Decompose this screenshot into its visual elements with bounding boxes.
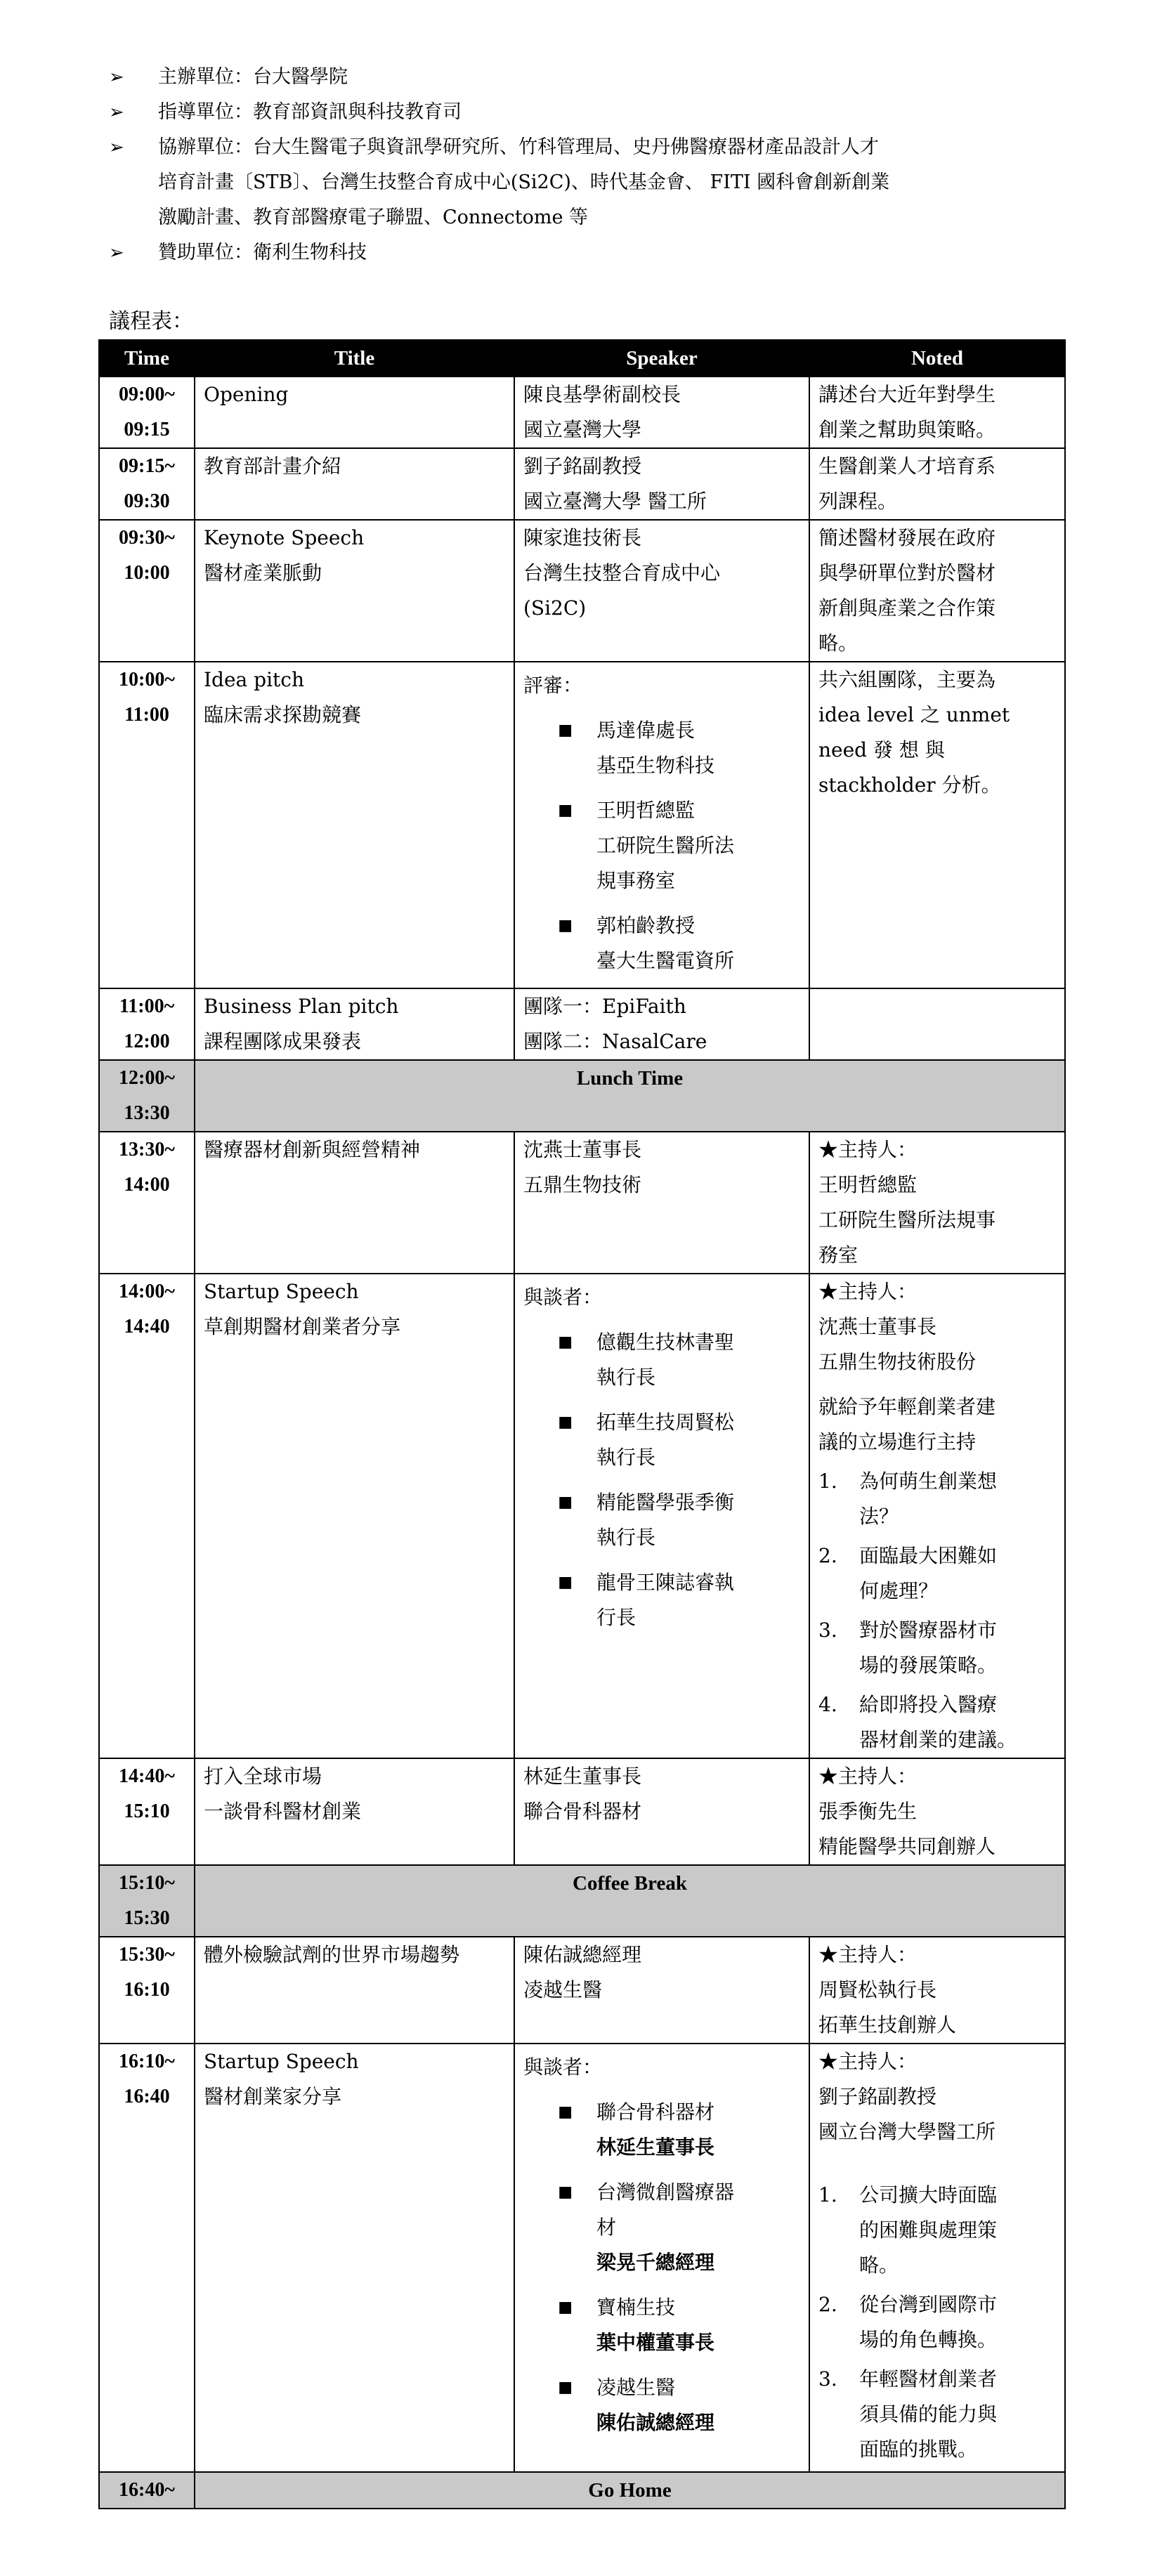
speaker-cell (514, 988, 809, 1060)
noted-line: 國立台灣大學醫工所 (818, 2120, 996, 2143)
noted-list-item (818, 1464, 1056, 1534)
time-line: 16:40~ (119, 2479, 175, 2501)
speaker-item-text (596, 713, 800, 783)
noted-list-item (818, 1687, 1056, 1758)
list-number: 3. (818, 2367, 837, 2391)
title-line: 醫材創業家分享 (204, 2085, 342, 2108)
speaker-item-line: 行長 (596, 1606, 637, 1629)
speaker-company: 材 (596, 2216, 617, 2239)
speaker-company: 台灣微創醫療器 (596, 2181, 735, 2204)
square-bullet-icon: ■ (558, 2379, 573, 2396)
time-cell (99, 2044, 195, 2472)
title-line: 課程團隊成果發表 (204, 1030, 362, 1053)
organizer-line (158, 95, 1092, 130)
title-line: 教育部計畫介紹 (204, 455, 342, 478)
organizer-line: 激勵計畫、教育部醫療電子聯盟、Connectome 等 (158, 207, 589, 228)
time-line: 14:00~ (119, 1281, 175, 1302)
time-line: 15:30 (124, 1907, 170, 1929)
header-title: Title (195, 340, 514, 377)
speaker-item-line: 執行長 (596, 1366, 656, 1389)
organizer-item (109, 60, 1092, 95)
speaker-cell (514, 1132, 809, 1274)
noted-item-text (859, 2178, 1056, 2283)
speaker-line: 陳家進技術長 (523, 526, 642, 549)
noted-list-item (818, 1538, 1056, 1609)
title-cell (195, 1132, 514, 1274)
noted-line: 沈燕士董事長 (818, 1315, 937, 1338)
speaker-item-text (596, 2370, 800, 2440)
noted-line: 張季衡先生 (818, 1800, 918, 1823)
noted-line: 略。 (818, 632, 859, 655)
speaker-cell (514, 1758, 809, 1865)
table-header-row (99, 340, 1065, 377)
noted-line: ★主持人： (818, 1943, 918, 1966)
speaker-label: 評審： (523, 674, 583, 697)
agenda-row (99, 1937, 1065, 2044)
title-line: Startup Speech (204, 2050, 359, 2073)
arrow-bullet-icon: ➢ (109, 137, 124, 158)
agenda-row (99, 988, 1065, 1060)
speaker-item (523, 1565, 800, 1635)
square-bullet-icon: ■ (558, 1574, 573, 1591)
noted-line: 新創與產業之合作策 (818, 596, 996, 620)
header-time: Time (99, 340, 195, 377)
speaker-item-line: 執行長 (596, 1526, 656, 1549)
time-line: 09:15~ (119, 455, 175, 477)
speaker-item-text (596, 2290, 800, 2360)
time-cell (99, 988, 195, 1060)
organizer-item (109, 235, 1092, 270)
noted-item-line: 從台灣到國際市 (859, 2293, 998, 2316)
arrow-bullet-icon: ➢ (109, 67, 124, 88)
speaker-line: 五鼎生物技術 (523, 1173, 642, 1196)
time-line: 09:30 (124, 490, 170, 512)
noted-list-item (818, 2362, 1056, 2467)
noted-cell (809, 1132, 1065, 1274)
noted-item-line: 須具備的能力與 (859, 2402, 998, 2426)
speaker-person: 林延生董事長 (596, 2136, 715, 2159)
title-cell (195, 662, 514, 988)
noted-cell (809, 988, 1065, 1060)
noted-line: need 發 想 與 (818, 738, 945, 761)
speaker-cell (514, 1937, 809, 2044)
speaker-line: 國立臺灣大學 (523, 418, 642, 441)
organizer-line: 培育計畫〔STB〕、台灣生技整合育成中心(Si2C)、時代基金會、 FITI 國科會創新創業 (158, 171, 890, 193)
time-cell (99, 1274, 195, 1758)
organizer-line (158, 130, 1092, 165)
time-cell (99, 377, 195, 448)
list-number: 1. (818, 1470, 837, 1493)
speaker-item-text (596, 2095, 800, 2165)
speaker-person: 葉中權董事長 (596, 2331, 715, 2354)
title-cell (195, 988, 514, 1060)
speaker-item-line: 馬達偉處長 (596, 719, 696, 742)
speaker-item (523, 713, 800, 783)
organizer-value: 台大醫學院 (253, 66, 348, 88)
speaker-item-line: 基亞生物科技 (596, 754, 715, 777)
list-number: 4. (818, 1693, 837, 1716)
noted-item-line: 面臨的挑戰。 (859, 2438, 978, 2461)
organizer-list (109, 60, 1092, 270)
speaker-item-line: 王明哲總監 (596, 799, 696, 822)
agenda-row (99, 1865, 1065, 1937)
speaker-item-text (596, 1325, 800, 1395)
speaker-person: 陳佑誠總經理 (596, 2411, 715, 2434)
noted-list-item (818, 2178, 1056, 2283)
speaker-item-text (596, 1565, 800, 1635)
noted-item-line: 的困難與處理策 (859, 2218, 998, 2242)
agenda-row (99, 662, 1065, 988)
title-cell (195, 1274, 514, 1758)
square-bullet-icon: ■ (558, 2103, 573, 2121)
title-cell (195, 520, 514, 662)
noted-line: 五鼎生物技術股份 (818, 1350, 977, 1373)
speaker-item-line: 郭柏齡教授 (596, 914, 696, 937)
speaker-line: 聯合骨科器材 (523, 1800, 642, 1823)
organizer-line (158, 60, 1092, 95)
time-line: 16:10~ (119, 2051, 175, 2072)
agenda-row (99, 377, 1065, 448)
list-number: 3. (818, 1619, 837, 1642)
noted-line: 周賢松執行長 (818, 1978, 937, 2001)
noted-item-line: 為何萌生創業想 (859, 1470, 998, 1493)
time-line: 14:00 (124, 1174, 170, 1196)
noted-line: ★主持人： (818, 1765, 918, 1788)
speaker-line: 陳良基學術副校長 (523, 383, 681, 406)
speaker-person: 梁晃千總經理 (596, 2251, 715, 2274)
organizer-item (109, 130, 1092, 235)
noted-cell (809, 520, 1065, 662)
organizer-text (158, 235, 1092, 270)
organizer-item (109, 95, 1092, 130)
speaker-line: 台灣生技整合育成中心 (523, 561, 721, 584)
speaker-line: (Si2C) (523, 596, 587, 620)
noted-item-line: 場的角色轉換。 (859, 2328, 998, 2351)
speaker-item (523, 2095, 800, 2165)
agenda-row (99, 2044, 1065, 2472)
agenda-row (99, 448, 1065, 520)
noted-line: 拓華生技創辦人 (818, 2013, 957, 2036)
noted-line: 與學研單位對於醫材 (818, 561, 996, 584)
list-number: 2. (818, 2293, 837, 2316)
speaker-item-text (596, 1405, 800, 1475)
noted-item-line: 何處理？ (859, 1579, 939, 1602)
speaker-line: 林延生董事長 (523, 1765, 642, 1788)
noted-line: 簡述醫材發展在政府 (818, 526, 996, 549)
agenda-row (99, 2472, 1065, 2509)
title-line: 體外檢驗試劑的世界市場趨勢 (204, 1943, 460, 1966)
noted-item-text (859, 1613, 1056, 1683)
noted-item-line: 器材創業的建議。 (859, 1728, 1017, 1751)
time-cell (99, 1060, 195, 1132)
speaker-cell (514, 1274, 809, 1758)
arrow-bullet-icon: ➢ (109, 102, 124, 123)
time-cell (99, 1865, 195, 1937)
noted-line: ★主持人： (818, 1138, 918, 1161)
time-cell (99, 520, 195, 662)
header-noted: Noted (809, 340, 1065, 377)
speaker-line: 陳佑誠總經理 (523, 1943, 642, 1966)
organizer-value: 衛利生物科技 (253, 242, 367, 263)
title-line: Keynote Speech (204, 526, 365, 549)
time-line: 13:30~ (119, 1139, 175, 1160)
list-number: 1. (818, 2183, 837, 2206)
time-line: 14:40~ (119, 1765, 175, 1787)
organizer-label: 贊助單位： (158, 242, 253, 263)
time-line: 12:00~ (119, 1067, 175, 1089)
noted-item-text (859, 1464, 1056, 1534)
noted-item-text (859, 2287, 1056, 2358)
time-cell (99, 1132, 195, 1274)
title-line: Business Plan pitch (204, 995, 399, 1018)
speaker-cell (514, 2044, 809, 2472)
speaker-item-line: 規事務室 (596, 869, 676, 892)
speaker-line: 劉子銘副教授 (523, 455, 642, 478)
title-cell (195, 2044, 514, 2472)
title-line: Idea pitch (204, 668, 304, 691)
title-line: 臨床需求探勘競賽 (204, 703, 362, 726)
time-line: 14:40 (124, 1316, 170, 1338)
organizer-label: 協辦單位： (158, 136, 253, 158)
break-cell: Coffee Break (195, 1865, 1065, 1937)
noted-cell (809, 448, 1065, 520)
speaker-item (523, 1485, 800, 1555)
title-cell (195, 377, 514, 448)
organizer-label: 指導單位： (158, 101, 253, 123)
speaker-item-line: 億觀生技林書聖 (596, 1331, 735, 1354)
title-line: 醫療器材創新與經營精神 (204, 1138, 421, 1161)
noted-cell (809, 2044, 1065, 2472)
time-line: 09:00~ (119, 384, 175, 405)
speaker-item (523, 793, 800, 898)
speaker-company: 聯合骨科器材 (596, 2100, 715, 2124)
square-bullet-icon: ■ (558, 2183, 573, 2201)
header-speaker: Speaker (514, 340, 809, 377)
title-cell (195, 1937, 514, 2044)
speaker-item-line: 工研院生醫所法 (596, 834, 735, 857)
noted-cell (809, 1937, 1065, 2044)
time-line: 11:00 (124, 704, 169, 726)
speaker-label: 與談者： (523, 2055, 603, 2079)
time-line: 15:10~ (119, 1872, 175, 1894)
agenda-table (98, 339, 1066, 2509)
organizer-text (158, 130, 1092, 235)
time-line: 15:10 (124, 1800, 170, 1822)
noted-item-line: 給即將投入醫療 (859, 1693, 998, 1716)
square-bullet-icon: ■ (558, 1413, 573, 1431)
organizer-value: 台大生醫電子與資訊學研究所、竹科管理局、史丹佛醫療器材產品設計人才 (253, 136, 879, 158)
noted-item-line: 對於醫療器材市 (859, 1619, 998, 1642)
speaker-company: 凌越生醫 (596, 2376, 676, 2399)
agenda-row (99, 520, 1065, 662)
speaker-item-line: 拓華生技周賢松 (596, 1411, 735, 1434)
time-cell (99, 662, 195, 988)
time-line: 13:30 (124, 1102, 170, 1124)
speaker-item-line: 執行長 (596, 1446, 656, 1469)
square-bullet-icon: ■ (558, 802, 573, 819)
organizer-text (158, 60, 1092, 95)
title-line: Opening (204, 383, 289, 406)
list-number: 2. (818, 1544, 837, 1567)
agenda-row (99, 1758, 1065, 1865)
title-line: Startup Speech (204, 1280, 359, 1303)
time-line: 16:40 (124, 2086, 170, 2107)
time-line: 16:10 (124, 1979, 170, 2001)
speaker-item-text (596, 1485, 800, 1555)
noted-line: 列課程。 (818, 490, 898, 513)
spacer (818, 2150, 1056, 2173)
speaker-line: 凌越生醫 (523, 1978, 603, 2001)
speaker-item (523, 908, 800, 979)
speaker-line: 團隊二：NasalCare (523, 1030, 707, 1053)
noted-list-item (818, 1613, 1056, 1683)
arrow-bullet-icon: ➢ (109, 242, 124, 263)
speaker-item-text (596, 908, 800, 979)
speaker-line: 國立臺灣大學 醫工所 (523, 490, 707, 513)
noted-line: 生醫創業人才培育系 (818, 455, 996, 478)
noted-line: 講述台大近年對學生 (818, 383, 996, 406)
noted-item-line: 面臨最大困難如 (859, 1544, 998, 1567)
speaker-line: 沈燕士董事長 (523, 1138, 642, 1161)
noted-item-line: 年輕醫材創業者 (859, 2367, 998, 2391)
organizer-text (158, 95, 1092, 130)
speaker-cell (514, 377, 809, 448)
speaker-cell (514, 662, 809, 988)
speaker-item (523, 2175, 800, 2280)
speaker-item-line: 臺大生醫電資所 (596, 949, 735, 972)
break-cell: Lunch Time (195, 1060, 1065, 1132)
speaker-item-text (596, 793, 800, 898)
square-bullet-icon: ■ (558, 1333, 573, 1351)
agenda-row (99, 1132, 1065, 1274)
spacer (818, 1380, 1056, 1390)
noted-item-line: 略。 (859, 2254, 899, 2277)
noted-line: 精能醫學共同創辦人 (818, 1835, 996, 1858)
square-bullet-icon: ■ (558, 917, 573, 934)
organizer-value: 教育部資訊與科技教育司 (253, 101, 462, 123)
noted-cell (809, 1274, 1065, 1758)
noted-item-line: 公司擴大時面臨 (859, 2183, 998, 2206)
speaker-item (523, 2290, 800, 2360)
noted-intro-line: 議的立場進行主持 (818, 1430, 977, 1453)
noted-item-text (859, 2362, 1056, 2467)
noted-line: stackholder 分析。 (818, 773, 1001, 797)
time-line: 12:00 (124, 1031, 170, 1052)
time-line: 10:00 (124, 562, 170, 584)
time-cell (99, 1758, 195, 1865)
noted-list-item (818, 2287, 1056, 2358)
speaker-company: 寶楠生技 (596, 2296, 676, 2319)
noted-line: ★主持人： (818, 2050, 918, 2073)
title-line: 醫材產業脈動 (204, 561, 322, 584)
agenda-label: 議程表： (109, 309, 193, 334)
time-line: 15:30~ (119, 1944, 175, 1966)
noted-line: 工研院生醫所法規事 (818, 1208, 996, 1231)
speaker-item-line: 龍骨王陳誌睿執 (596, 1571, 735, 1594)
noted-line: 創業之幫助與策略。 (818, 418, 996, 441)
noted-item-text (859, 1538, 1056, 1609)
time-cell (99, 448, 195, 520)
speaker-item-text (596, 2175, 800, 2280)
speaker-item (523, 2370, 800, 2440)
noted-line: ★主持人： (818, 1280, 918, 1303)
noted-line: 務室 (818, 1243, 859, 1267)
speaker-cell (514, 448, 809, 520)
speaker-item-line: 精能醫學張季衡 (596, 1491, 735, 1514)
noted-cell (809, 662, 1065, 988)
title-cell (195, 448, 514, 520)
speaker-item (523, 1325, 800, 1395)
square-bullet-icon: ■ (558, 1493, 573, 1511)
noted-cell (809, 1758, 1065, 1865)
time-line: 11:00~ (119, 995, 175, 1017)
speaker-cell (514, 520, 809, 662)
noted-cell (809, 377, 1065, 448)
organizer-label: 主辦單位： (158, 66, 253, 88)
speaker-line: 團隊一：EpiFaith (523, 995, 686, 1018)
time-cell (99, 1937, 195, 2044)
noted-line: idea level 之 unmet (818, 703, 1010, 726)
break-cell: Go Home (195, 2472, 1065, 2509)
speaker-item (523, 1405, 800, 1475)
noted-line: 王明哲總監 (818, 1173, 918, 1196)
agenda-row (99, 1274, 1065, 1758)
title-line: 打入全球市場 (204, 1765, 322, 1788)
agenda-row (99, 1060, 1065, 1132)
noted-line: 劉子銘副教授 (818, 2085, 937, 2108)
time-line: 09:15 (124, 419, 170, 440)
title-line: 草創期醫材創業者分享 (204, 1315, 401, 1338)
noted-intro-line: 就給予年輕創業者建 (818, 1395, 996, 1418)
speaker-label: 與談者： (523, 1286, 603, 1309)
time-line: 10:00~ (119, 669, 175, 691)
organizer-line (158, 235, 1092, 270)
noted-line: 共六組團隊，主要為 (818, 668, 996, 691)
noted-item-line: 場的發展策略。 (859, 1654, 998, 1677)
noted-item-text (859, 1687, 1056, 1758)
title-cell (195, 1758, 514, 1865)
square-bullet-icon: ■ (558, 2299, 573, 2316)
time-line: 09:30~ (119, 527, 175, 549)
noted-item-line: 法？ (859, 1505, 899, 1528)
time-cell (99, 2472, 195, 2509)
square-bullet-icon: ■ (558, 721, 573, 739)
title-line: 一談骨科醫材創業 (204, 1800, 362, 1823)
